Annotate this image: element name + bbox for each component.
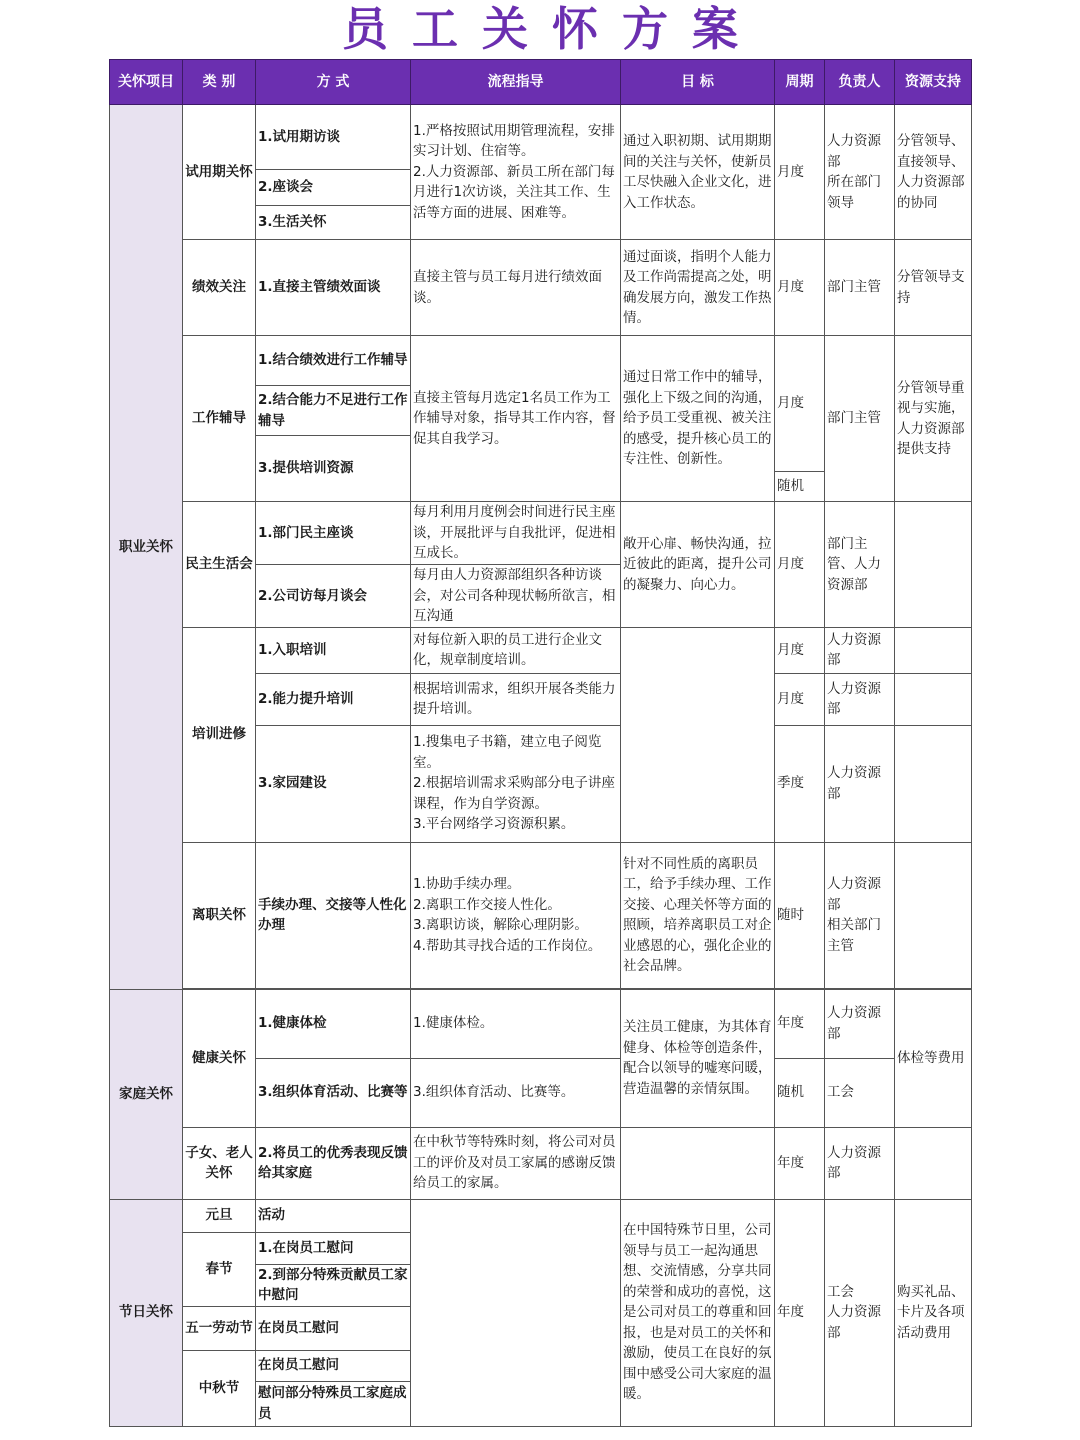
process-cell: 对每位新入职的员工进行企业文化，规章制度培训。 [411,627,621,673]
category-cell: 离职关怀 [183,842,256,988]
owner-cell: 部门主管、人力资源部 [825,502,895,628]
cycle-cell: 年度 [775,1199,825,1426]
resource-cell [895,502,972,628]
method-cell: 1.入职培训 [256,627,411,673]
category-cell: 子女、老人关怀 [183,1127,256,1199]
goal-cell: 在中国特殊节日里，公司领导与员工一起沟通思想、交流情感，分享共同的荣誉和成功的喜悦，这是公司对员工的尊重和回报，也是对员工的关怀和激励，使员工在良好的氛围中感受公司大家庭的温暖。 [621,1199,775,1426]
owner-cell: 人力资源部 所在部门领导 [825,105,895,240]
header-cell: 关怀项目 [110,60,183,105]
owner-cell: 部门主管 [825,240,895,336]
process-cell: 每月利用月度例会时间进行民主座谈，开展批评与自我批评，促进相互成长。 [411,502,621,565]
resource-cell: 体检等费用 [895,989,972,1127]
process-cell: 1.健康体检。 [411,989,621,1058]
owner-cell: 人力资源部 [825,989,895,1058]
process-cell: 直接主管与员工每月进行绩效面谈。 [411,240,621,336]
header-cell: 方 式 [256,60,411,105]
resource-cell [895,627,972,673]
cycle-cell: 月度 [775,502,825,628]
goal-cell [621,1127,775,1199]
method-cell: 2.结合能力不足进行工作辅导 [256,386,411,436]
header-cell: 负责人 [825,60,895,105]
resource-cell [895,725,972,842]
method-cell: 在岗员工慰问 [256,1306,411,1350]
owner-cell: 人力资源部 [825,725,895,842]
process-cell: 1.协助手续办理。 2.离职工作交接人性化。 3.离职访谈，解除心理阴影。 4.帮助其寻找合适的工作岗位。 [411,842,621,988]
owner-cell: 部门主管 [825,336,895,502]
header-cell: 资源支持 [895,60,972,105]
page-title: 员工关怀方案 [342,2,762,56]
owner-cell: 人力资源部 [825,627,895,673]
method-cell: 1.试用期访谈 [256,105,411,170]
owner-cell: 人力资源部 相关部门主管 [825,842,895,988]
goal-cell: 通过日常工作中的辅导，强化上下级之间的沟通，给予员工受重视、被关注的感受，提升核心员工的专注性、创新性。 [621,336,775,502]
owner-cell: 工会 人力资源部 [825,1199,895,1426]
method-cell: 1.在岗员工慰问 [256,1232,411,1264]
cycle-cell: 月度 [775,627,825,673]
process-cell [411,1199,621,1426]
owner-cell: 工会 [825,1058,895,1127]
care-plan-table [109,59,971,1427]
method-cell: 手续办理、交接等人性化办理 [256,842,411,988]
holiday-care-label: 节日关怀 [110,1199,183,1426]
resource-cell [895,842,972,988]
cycle-cell: 年度 [775,989,825,1058]
cycle-cell: 季度 [775,725,825,842]
method-cell: 1.结合绩效进行工作辅导 [256,336,411,386]
method-cell: 1.健康体检 [256,989,411,1058]
cycle-cell: 随时 [775,842,825,988]
method-cell: 2.将员工的优秀表现反馈给其家庭 [256,1127,411,1199]
header-cell: 周期 [775,60,825,105]
method-cell: 在岗员工慰问 [256,1350,411,1381]
career-care-label: 职业关怀 [110,105,183,990]
cycle-cell: 随机 [775,472,825,502]
resource-cell: 分管领导支持 [895,240,972,336]
method-cell: 1.部门民主座谈 [256,502,411,565]
goal-cell [621,627,775,842]
method-cell: 慰问部分特殊员工家庭成员 [256,1381,411,1426]
cycle-cell: 月度 [775,105,825,240]
method-cell: 活动 [256,1199,411,1232]
category-cell: 春节 [183,1232,256,1306]
category-cell: 试用期关怀 [183,105,256,240]
category-cell: 元旦 [183,1199,256,1232]
cycle-cell: 随机 [775,1058,825,1127]
method-cell: 2.到部分特殊贡献员工家中慰问 [256,1264,411,1306]
category-cell: 绩效关注 [183,240,256,336]
resource-cell [895,673,972,725]
method-cell: 2.公司访每月谈会 [256,565,411,628]
method-cell: 2.能力提升培训 [256,673,411,725]
cycle-cell: 月度 [775,240,825,336]
owner-cell: 人力资源部 [825,1127,895,1199]
category-cell: 五一劳动节 [183,1306,256,1350]
method-cell: 3.家园建设 [256,725,411,842]
header-row [110,60,972,105]
header-cell: 目 标 [621,60,775,105]
goal-cell: 针对不同性质的离职员工，给予手续办理、工作交接、心理关怀等方面的照顾，培养离职员工对企业感恩的心，强化企业的社会品牌。 [621,842,775,988]
category-cell: 工作辅导 [183,336,256,502]
goal-cell: 通过入职初期、试用期期间的关注与关怀，使新员工尽快融入企业文化，进入工作状态。 [621,105,775,240]
goal-cell: 敞开心扉、畅快沟通，拉近彼此的距离，提升公司的凝聚力、向心力。 [621,502,775,628]
process-cell: 1.搜集电子书籍，建立电子阅览室。 2.根据培训需求采购部分电子讲座课程，作为自学资源。 3.平台网络学习资源积累。 [411,725,621,842]
family-care-label: 家庭关怀 [110,989,183,1199]
method-cell: 1.直接主管绩效面谈 [256,240,411,336]
resource-cell: 购买礼品、卡片及各项活动费用 [895,1199,972,1426]
process-cell: 3.组织体育活动、比赛等。 [411,1058,621,1127]
method-cell: 3.生活关怀 [256,206,411,240]
header-cell: 流程指导 [411,60,621,105]
category-cell: 健康关怀 [183,989,256,1127]
cycle-cell: 年度 [775,1127,825,1199]
cycle-cell: 月度 [775,673,825,725]
process-cell: 直接主管每月选定1名员工作为工作辅导对象，指导其工作内容，督促其自我学习。 [411,336,621,502]
method-cell: 2.座谈会 [256,170,411,206]
owner-cell: 人力资源部 [825,673,895,725]
process-cell: 1.严格按照试用期管理流程，安排实习计划、住宿等。 2.人力资源部、新员工所在部门每月进行1次访谈，关注其工作、生活等方面的进展、困难等。 [411,105,621,240]
category-cell: 民主生活会 [183,502,256,628]
resource-cell: 分管领导重视与实施，人力资源部提供支持 [895,336,972,502]
category-cell: 中秋节 [183,1350,256,1426]
goal-cell: 通过面谈，指明个人能力及工作尚需提高之处，明确发展方向，激发工作热情。 [621,240,775,336]
category-cell: 培训进修 [183,627,256,842]
resource-cell [895,1127,972,1199]
method-cell: 3.组织体育活动、比赛等 [256,1058,411,1127]
cycle-cell: 月度 [775,336,825,472]
process-cell: 根据培训需求，组织开展各类能力提升培训。 [411,673,621,725]
process-cell: 在中秋节等特殊时刻，将公司对员工的评价及对员工家属的感谢反馈给员工的家属。 [411,1127,621,1199]
method-cell: 3.提供培训资源 [256,436,411,502]
resource-cell: 分管领导、直接领导、人力资源部的协同 [895,105,972,240]
goal-cell: 关注员工健康，为其体育健身、体检等创造条件，配合以领导的嘘寒问暖，营造温馨的亲情氛围。 [621,989,775,1127]
header-cell: 类 别 [183,60,256,105]
process-cell: 每月由人力资源部组织各种访谈会，对公司各种现状畅所欲言，相互沟通 [411,565,621,628]
